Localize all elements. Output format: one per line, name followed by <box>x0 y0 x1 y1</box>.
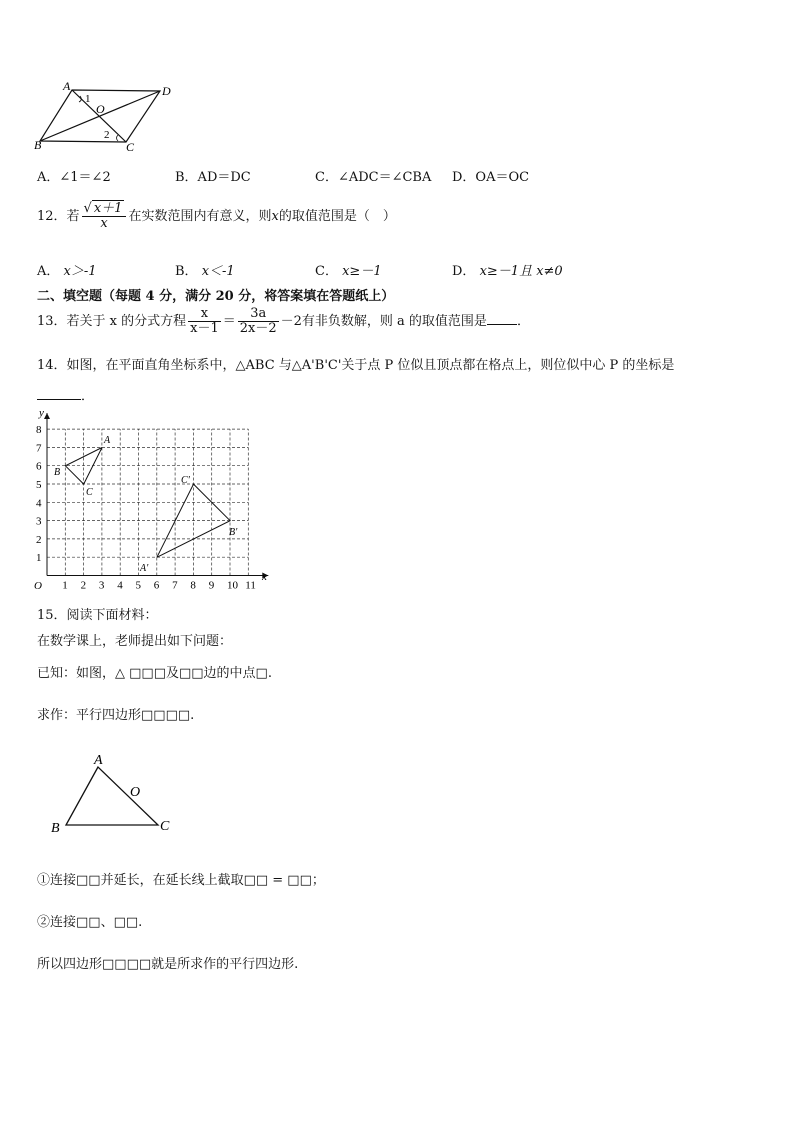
point-a-label: A <box>104 435 111 446</box>
q12-sqrt-content: x＋1 <box>93 201 123 216</box>
y-tick-label: 5 <box>36 479 42 491</box>
y-tick-label: 8 <box>36 424 42 437</box>
x-tick-label: 2 <box>80 579 87 592</box>
question-14-text: 14．如图，在平面直角坐标系中，△ABC 与△A'B'C'关于点 P 位似且顶点都在格点上，则位似中心 P 的坐标是 <box>37 358 675 373</box>
q12-suffix: 在实数范围内有意义，则 <box>128 209 272 224</box>
q13-answer-blank <box>487 324 517 325</box>
tri-label-c: C <box>160 819 170 834</box>
q12-option-b: B． x＜-1 <box>175 264 235 279</box>
x-tick-label: 7 <box>172 579 178 592</box>
y-tick-label: 4 <box>36 497 42 510</box>
x-axis-label: x <box>262 571 267 583</box>
x-tick-label: 10 <box>227 579 238 592</box>
x-tick-label: 9 <box>208 579 215 592</box>
label-d: D <box>162 84 171 98</box>
q13-fraction-1: $\frac{x}{x-1}$ <box>190 306 219 336</box>
x-tick-label: 11 <box>245 579 256 592</box>
x-tick-label: 6 <box>153 579 160 592</box>
q11-option-a: A．∠1＝∠2 <box>37 170 111 185</box>
x-tick-label: 3 <box>98 579 105 592</box>
tri-label-b: B <box>51 821 60 836</box>
q13-fraction-2: $\frac{3a}{2x-2}$ <box>239 306 277 336</box>
axes <box>44 413 268 579</box>
y-axis-label: y <box>39 407 44 419</box>
q11-option-b: B．AD＝DC <box>175 170 251 185</box>
q12-fraction: $\frac{√ x+1}{x}$ <box>82 202 127 231</box>
triangle-figure <box>48 750 188 840</box>
q15-step2: ②连接□□、□□. <box>37 915 143 930</box>
origin-label: O <box>34 580 42 592</box>
q15-line3: 求作：平行四边形□□□□. <box>37 708 195 723</box>
x-tick-label: 1 <box>62 579 68 592</box>
y-tick-label: 1 <box>36 552 42 565</box>
q15-conclusion: 所以四边形□□□□就是所求作的平行四边形. <box>37 957 299 972</box>
q14-answer-blank <box>37 399 81 400</box>
angle-1-label: 1 <box>85 93 91 105</box>
question-13: 13．若关于 x 的分式方程 $\frac{x}{x-1}$ ＝ $\frac{3a}{2x-2}$ －2有非负数解，则 a 的取值范围是 ． <box>37 306 530 336</box>
point-b2-label: B' <box>229 527 238 538</box>
q15-line1: 在数学课上，老师提出如下问题： <box>37 634 233 649</box>
q12-prefix: 12．若 <box>37 209 80 224</box>
q12-option-a: A． x＞-1 <box>37 264 97 279</box>
angle-2-arc <box>117 135 119 141</box>
point-c-label: C <box>86 487 93 498</box>
parallelogram-figure <box>34 80 174 155</box>
tri-label-a: A <box>94 753 103 768</box>
diagonal-bd <box>40 91 160 141</box>
label-a: A <box>63 80 71 93</box>
q15-step1: ①连接□□并延长，在延长线上截取□□ = □□； <box>37 873 325 888</box>
point-a2-label: A' <box>140 563 149 574</box>
q12-option-d: D． x≥－1且 x≠0 <box>452 264 563 279</box>
y-tick-label: 3 <box>36 515 42 528</box>
x-tick-label: 4 <box>117 579 123 592</box>
point-b-label: B <box>54 467 61 478</box>
x-tick-label: 8 <box>190 579 196 592</box>
q15-title: 15．阅读下面材料： <box>37 608 158 623</box>
tri-label-o: O <box>130 785 141 800</box>
angle-2-label: 2 <box>104 129 110 141</box>
grid-lines <box>47 429 248 575</box>
y-axis-arrow <box>44 413 50 419</box>
label-b: B <box>34 138 42 152</box>
x-tick-label: 5 <box>135 579 141 592</box>
coordinate-grid-figure <box>34 405 274 595</box>
y-tick-label: 6 <box>36 460 42 473</box>
q11-option-d: D．OA＝OC <box>452 170 530 185</box>
q12-denominator: x <box>100 216 108 231</box>
triangle-abc-shape <box>66 767 158 825</box>
q15-line2: 已知：如图，△ □□□及□□边的中点□. <box>37 666 272 681</box>
q12-suffix2: 的取值范围是（ ） <box>278 209 396 224</box>
section-2-title: 二、填空题（每题 4 分，满分 20 分，将答案填在答题纸上） <box>37 289 395 304</box>
question-12 <box>37 202 396 231</box>
label-c: C <box>126 140 135 154</box>
q12-option-c: C． x≥－1 <box>315 264 382 279</box>
point-c2-label: C' <box>181 475 190 486</box>
y-tick-label: 2 <box>36 533 42 546</box>
q12-var: x <box>271 209 279 224</box>
q11-option-c: C．∠ADC＝∠CBA <box>315 170 432 185</box>
q14-answer-line: ． <box>37 385 94 404</box>
label-o: O <box>96 102 105 116</box>
y-tick-label: 7 <box>36 442 42 455</box>
